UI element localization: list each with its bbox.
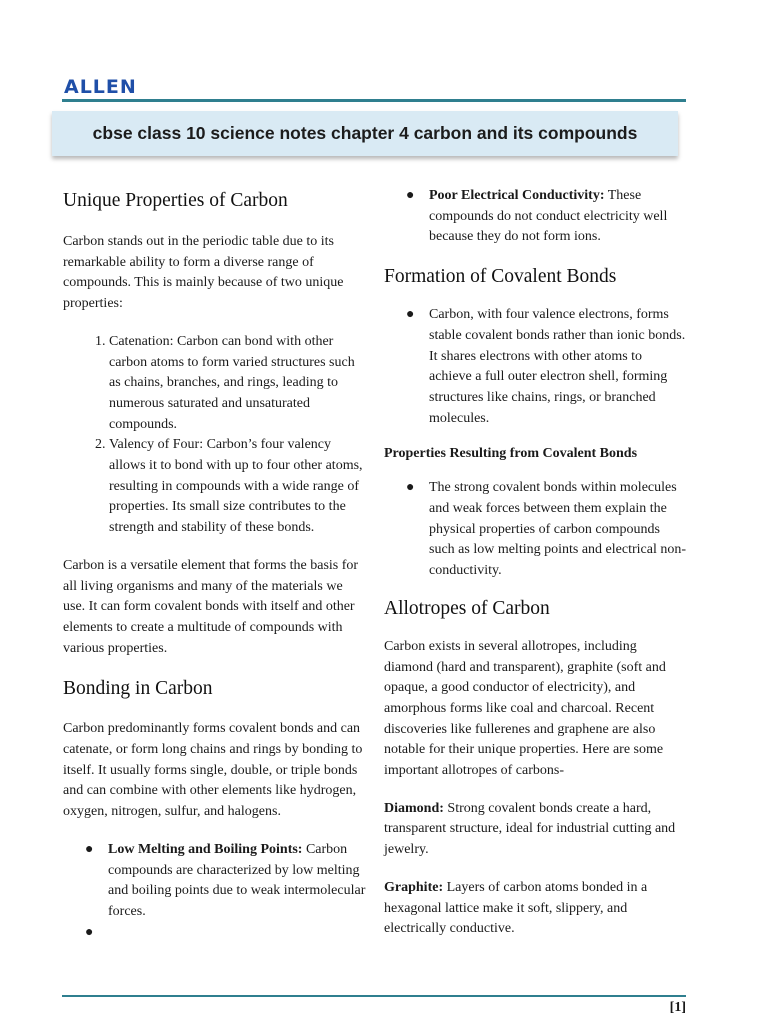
heading-unique-properties: Unique Properties of Carbon	[63, 190, 288, 211]
conductivity-bullets	[384, 186, 688, 248]
graphite-text: Layers of carbon atoms bonded in a hexagonal lattice make it soft, slippery, and electrically conductive.	[384, 879, 648, 937]
bullet-dot: ●	[85, 841, 94, 857]
page-title: cbse class 10 science notes chapter 4 carbon and its compounds	[92, 123, 638, 143]
bullet-poor-conductivity-text: These compounds do not conduct electricity well because they do not form ions.	[429, 188, 668, 245]
bullet-low-melting	[63, 840, 368, 923]
paragraph-bonding: Carbon predominantly forms covalent bonds and can catenate, or form long chains and rings by bonding to itself. It usually forms single, double, or triple bonds and can combine with other elements like hydrogen, oxygen, nitrogen, sulfur, and halogens.	[63, 721, 363, 820]
footer-divider	[62, 995, 686, 997]
bullet-dot: ●	[406, 307, 415, 323]
bullet-dot: ●	[406, 188, 415, 203]
bullet-poor-conductivity	[384, 186, 688, 248]
paragraph-versatile: Carbon is a versatile element that forms the basis for all living organisms and many of the materials we use. It can form covalent bonds with itself and other elements to create a multitude of compounds with various properties.	[63, 557, 359, 656]
right-column	[384, 186, 688, 940]
bullet-low-melting-label: Low Melting and Boiling Points:	[108, 841, 303, 857]
formation-bullets	[384, 305, 688, 429]
list-item-valency: 2. Valency of Four: Carbon’s four valency allows it to bond with up to four other atoms, resulting in compounds with a wide range of properties. Its small size contributes to the strength and stability of these bonds.	[109, 435, 368, 539]
bullet-low-melting-text: Carbon compounds are characterized by low melting and boiling points due to weak intermolecular forces.	[108, 841, 366, 919]
bullet-properties-text: The strong covalent bonds within molecules and weak forces between them explain the physical properties of carbon compounds such as low melting points and electrical non-conductivity.	[429, 480, 686, 579]
page-number: [1]	[669, 1000, 686, 1015]
paragraph-graphite	[384, 878, 688, 940]
bullet-dot: ●	[85, 924, 94, 940]
paragraph-unique-properties: Carbon stands out in the periodic table due to its remarkable ability to form a diverse range of compounds. This is mainly because of two unique properties:	[63, 234, 344, 312]
bullet-formation-text: Carbon, with four valence electrons, forms stable covalent bonds rather than ionic bonds. It shares electrons with other atoms to achieve a full outer electron shell, forming structures like chains, rings, or branched molecules.	[429, 307, 686, 426]
title-banner	[52, 111, 678, 156]
bonding-bullets	[63, 840, 368, 944]
heading-allotropes: Allotropes of Carbon	[384, 597, 550, 619]
allen-logo: ALLEN	[64, 76, 137, 98]
properties-list	[63, 332, 368, 539]
diamond-label: Diamond:	[384, 800, 444, 816]
properties-bullets	[384, 478, 688, 582]
heading-formation: Formation of Covalent Bonds	[384, 266, 617, 288]
bullet-formation	[384, 305, 688, 429]
bullet-empty	[63, 923, 368, 944]
bullet-poor-conductivity-label: Poor Electrical Conductivity:	[429, 188, 605, 203]
heading-properties-covalent: Properties Resulting from Covalent Bonds	[384, 446, 638, 462]
graphite-label: Graphite:	[384, 879, 444, 895]
diamond-text: Strong covalent bonds create a hard, transparent structure, ideal for industrial cutting and jewelry.	[384, 800, 676, 858]
bullet-dot: ●	[406, 480, 415, 496]
left-column	[63, 188, 368, 944]
paragraph-allotropes: Carbon exists in several allotropes, including diamond (hard and transparent), graphite (soft and opaque, a good conductor of electricity), and amorphous forms like coal and charcoal. Recent discoveries like fullerenes and graphene are also notable for their unique properties. Here are some important allotropes of carbons-	[384, 638, 666, 779]
header-divider	[62, 99, 686, 102]
list-item-catenation: 1. Catenation: Carbon can bond with other carbon atoms to form varied structures such as chains, branches, and rings, leading to numerous saturated and unsaturated compounds.	[109, 332, 368, 436]
paragraph-diamond	[384, 799, 688, 861]
heading-bonding: Bonding in Carbon	[63, 678, 213, 700]
bullet-properties	[384, 478, 688, 582]
